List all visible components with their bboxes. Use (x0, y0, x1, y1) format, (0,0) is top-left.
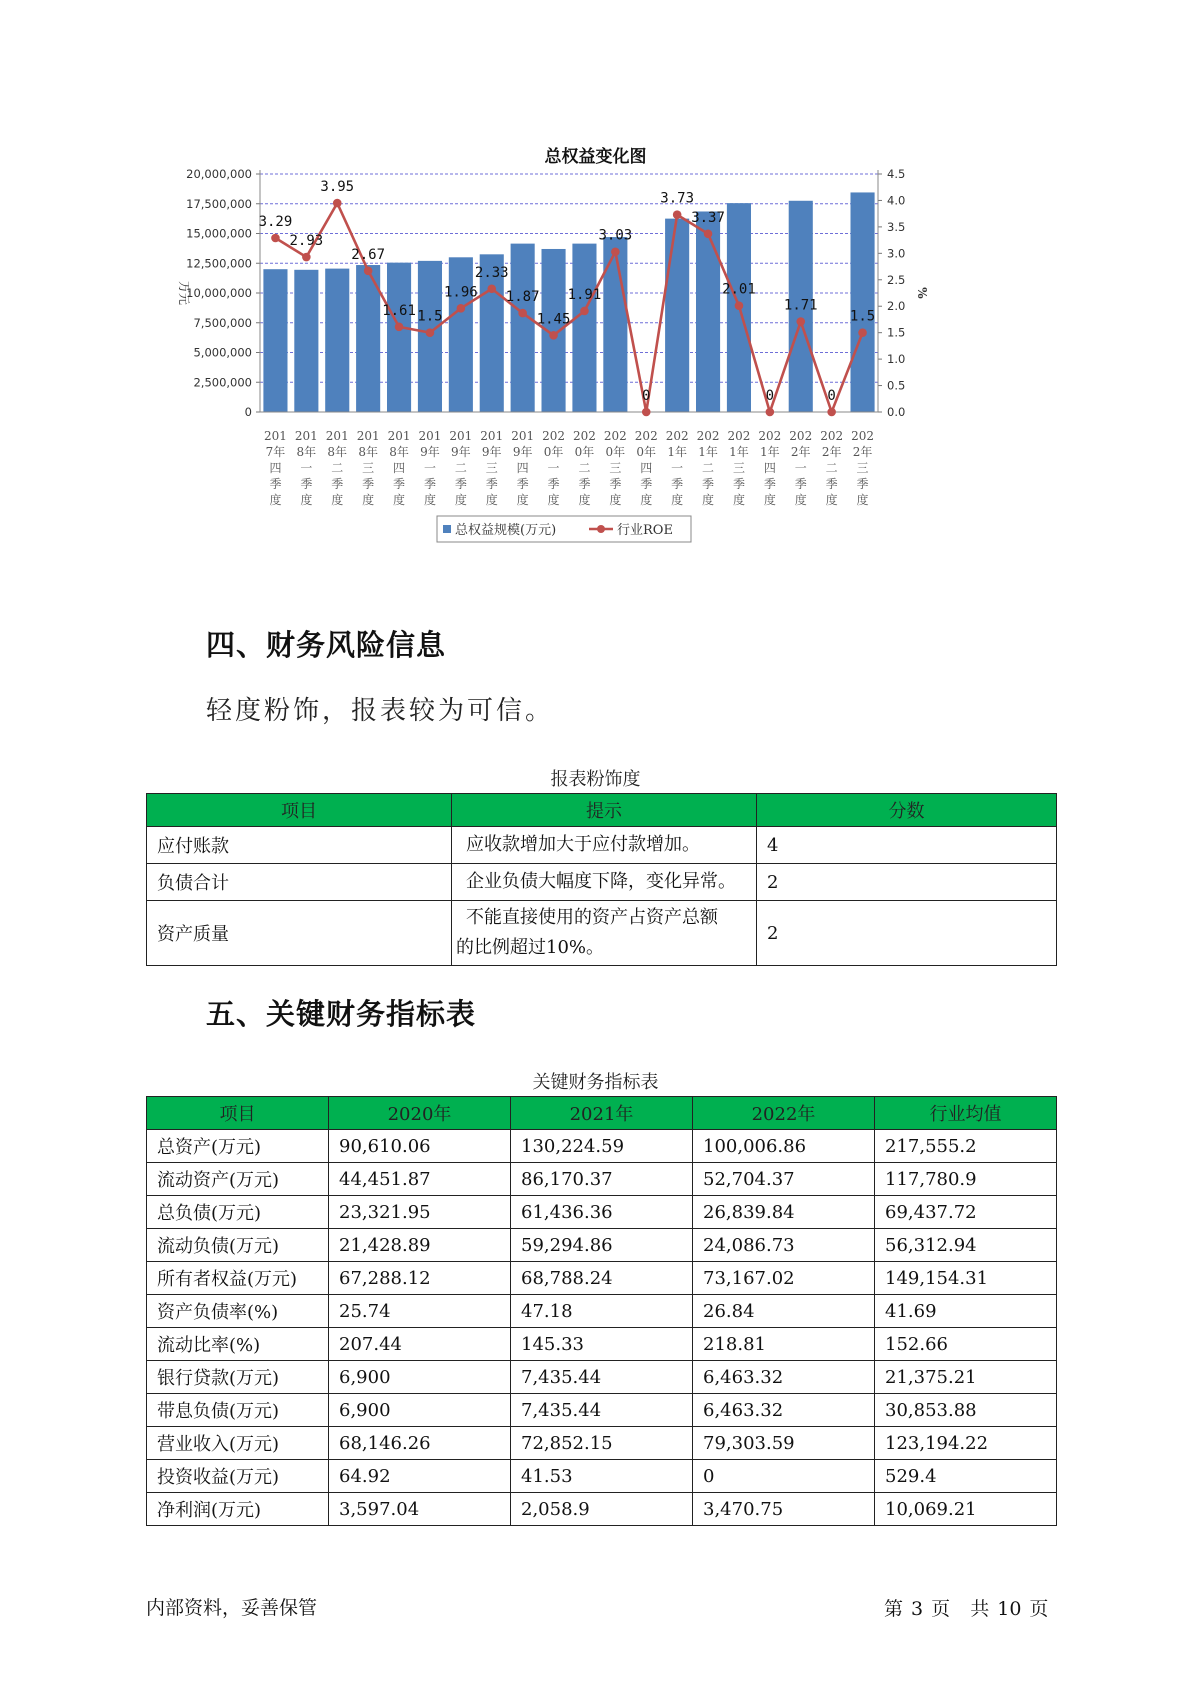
kpi-value: 6,463.32 (693, 1361, 875, 1394)
roe-point (271, 234, 280, 243)
x-tick-label: 202 (634, 429, 658, 443)
x-tick-label: 8年 (389, 445, 409, 459)
x-tick-label: 四 (640, 461, 653, 475)
roe-data-label: 3.95 (320, 179, 355, 196)
x-tick-label: 0年 (636, 445, 657, 459)
right-tick-label: 2.5 (887, 272, 906, 287)
x-tick-label: 2年 (790, 445, 811, 459)
roe-data-label: 1.91 (567, 286, 602, 303)
table-row (147, 827, 1057, 864)
kpi-value: 61,436.36 (511, 1196, 693, 1229)
x-tick-label: 季 (609, 477, 622, 491)
roe-data-label: 2.01 (722, 281, 756, 298)
equity-bar (387, 263, 411, 412)
kpi-item: 总资产(万元) (147, 1130, 329, 1163)
x-tick-label: 二 (825, 461, 838, 475)
x-tick-label: 度 (825, 493, 838, 507)
kpi-value: 44,451.87 (329, 1163, 511, 1196)
x-tick-label: 度 (362, 493, 375, 507)
footer-page-number (880, 1594, 1052, 1621)
kpi-value: 59,294.86 (511, 1229, 693, 1262)
left-tick-label: 15,000,000 (186, 226, 252, 241)
risk-hint-line: 的比例超过10%。 (456, 937, 605, 958)
x-tick-label: 季 (300, 477, 313, 491)
kpi-value: 217,555.2 (875, 1130, 1057, 1163)
x-tick-label: 季 (393, 477, 406, 491)
x-tick-label: 季 (547, 477, 560, 491)
header-cell: 项目 (147, 794, 452, 827)
kpi-value: 47.18 (511, 1295, 693, 1328)
x-tick-label: 二 (578, 461, 591, 475)
kpi-item: 投资收益(万元) (147, 1460, 329, 1493)
roe-point (518, 309, 527, 318)
risk-table-caption: 报表粉饰度 (550, 769, 641, 790)
x-tick-label: 201 (511, 429, 535, 443)
x-tick-label: 度 (794, 493, 807, 507)
right-tick-label: 3.0 (887, 246, 906, 261)
total-suffix: 页 (1029, 1598, 1049, 1620)
kpi-table-caption: 关键财务指标表 (532, 1072, 659, 1093)
risk-table (146, 793, 1057, 966)
left-tick-label: 10,000,000 (186, 286, 252, 300)
kpi-value: 529.4 (875, 1460, 1057, 1493)
risk-item: 应付账款 (147, 827, 452, 864)
roe-data-label: 1.96 (443, 284, 478, 301)
kpi-item: 流动资产(万元) (147, 1163, 329, 1196)
x-tick-label: 9年 (420, 445, 440, 459)
kpi-value: 67,288.12 (329, 1262, 511, 1295)
left-tick-label: 17,500,000 (186, 196, 252, 211)
kpi-value: 218.81 (693, 1328, 875, 1361)
x-tick-label: 四 (393, 461, 406, 475)
kpi-item: 带息负债(万元) (147, 1394, 329, 1427)
right-tick-label: 4.0 (887, 193, 906, 208)
risk-hint-line: 不能直接使用的资产占资产总额 (466, 907, 718, 928)
equity-bar (850, 192, 874, 412)
x-tick-label: 季 (423, 477, 436, 491)
x-tick-label: 202 (727, 429, 751, 443)
roe-point (580, 307, 589, 316)
x-tick-label: 8年 (296, 445, 317, 459)
x-tick-label: 202 (851, 429, 875, 443)
kpi-value: 41.53 (511, 1460, 693, 1493)
equity-bar (665, 219, 689, 412)
table-row (147, 1130, 1057, 1163)
roe-data-label: 1.87 (505, 289, 540, 306)
x-tick-label: 季 (640, 477, 653, 491)
x-tick-label: 201 (449, 429, 473, 443)
x-tick-label: 202 (758, 429, 782, 443)
kpi-value: 6,900 (329, 1361, 511, 1394)
right-tick-label: 2.0 (887, 299, 906, 314)
x-tick-label: 度 (640, 493, 653, 507)
left-tick-label: 2,500,000 (193, 375, 252, 390)
kpi-value: 86,170.37 (511, 1163, 693, 1196)
risk-hint (452, 901, 757, 966)
x-tick-label: 季 (671, 477, 684, 491)
kpi-value: 21,428.89 (329, 1229, 511, 1262)
risk-hint: 应收款增加大于应付款增加。 (452, 827, 757, 864)
kpi-value: 64.92 (329, 1460, 511, 1493)
roe-point (426, 328, 435, 337)
kpi-value: 145.33 (511, 1328, 693, 1361)
kpi-value: 130,224.59 (511, 1130, 693, 1163)
x-tick-label: 度 (609, 493, 622, 507)
right-tick-label: 1.0 (887, 352, 906, 367)
risk-item: 资产质量 (147, 901, 452, 966)
kpi-value: 6,463.32 (693, 1394, 875, 1427)
x-tick-label: 三 (856, 461, 869, 475)
table-row (147, 1328, 1057, 1361)
x-tick-label: 202 (542, 429, 566, 443)
risk-score: 4 (757, 827, 1057, 864)
kpi-item: 总负债(万元) (147, 1196, 329, 1229)
roe-data-label: 1.61 (382, 302, 416, 319)
header-cell: 项目 (147, 1097, 329, 1130)
right-tick-label: 1.5 (887, 325, 906, 340)
table-row (147, 1394, 1057, 1427)
kpi-item: 营业收入(万元) (147, 1427, 329, 1460)
equity-bar (603, 237, 627, 412)
kpi-value: 123,194.22 (875, 1427, 1057, 1460)
table-row (147, 1295, 1057, 1328)
roe-point (827, 408, 836, 417)
x-tick-label: 一 (423, 461, 436, 475)
legend-bar-label: 总权益规模(万元) (455, 523, 557, 538)
x-tick-label: 一 (547, 461, 560, 475)
left-tick-label: 12,500,000 (186, 256, 252, 271)
header-cell: 分数 (757, 794, 1057, 827)
x-tick-label: 9年 (451, 445, 471, 459)
kpi-value: 0 (693, 1460, 875, 1493)
x-tick-label: 季 (732, 477, 745, 491)
kpi-value: 26.84 (693, 1295, 875, 1328)
header-cell: 2022年 (693, 1097, 875, 1130)
x-tick-label: 季 (825, 477, 838, 491)
x-tick-label: 季 (269, 477, 282, 491)
roe-data-label: 1.5 (417, 308, 443, 325)
x-tick-label: 三 (609, 461, 622, 475)
x-tick-label: 度 (269, 493, 282, 507)
x-tick-label: 202 (789, 429, 813, 443)
x-tick-label: 四 (516, 461, 529, 475)
kpi-value: 73,167.02 (693, 1262, 875, 1295)
roe-data-label: 2.93 (289, 233, 324, 250)
x-tick-label: 季 (794, 477, 807, 491)
x-tick-label: 201 (356, 429, 380, 443)
kpi-item: 净利润(万元) (147, 1493, 329, 1526)
x-tick-label: 201 (325, 429, 349, 443)
x-tick-label: 季 (578, 477, 591, 491)
x-tick-label: 1年 (760, 445, 780, 459)
x-tick-label: 度 (300, 493, 313, 507)
x-tick-label: 二 (454, 461, 467, 475)
x-tick-label: 2年 (852, 445, 873, 459)
risk-score: 2 (757, 901, 1057, 966)
roe-data-label: 2.67 (351, 246, 386, 263)
chart-legend (437, 516, 691, 542)
roe-data-label: 1.45 (536, 311, 571, 328)
x-tick-label: 8年 (358, 445, 378, 459)
x-tick-label: 度 (763, 493, 776, 507)
kpi-value: 149,154.31 (875, 1262, 1057, 1295)
x-tick-label: 度 (671, 493, 684, 507)
left-tick-label: 0 (244, 405, 252, 419)
x-tick-label: 二 (702, 461, 715, 475)
x-tick-label: 202 (820, 429, 844, 443)
kpi-value: 26,839.84 (693, 1196, 875, 1229)
kpi-value: 79,303.59 (693, 1427, 875, 1460)
x-tick-label: 1年 (667, 445, 687, 459)
roe-point (611, 247, 620, 256)
footer-confidential-note: 内部资料，妥善保管 (146, 1597, 318, 1619)
table-row (147, 1361, 1057, 1394)
risk-score: 2 (757, 864, 1057, 901)
page-prefix: 第 (884, 1598, 904, 1620)
kpi-item: 所有者权益(万元) (147, 1262, 329, 1295)
x-tick-label: 度 (393, 493, 406, 507)
x-tick-label: 度 (485, 493, 498, 507)
x-tick-label: 1年 (729, 445, 749, 459)
roe-point (395, 323, 404, 332)
x-tick-label: 二 (331, 461, 344, 475)
x-tick-label: 季 (331, 477, 344, 491)
x-tick-label: 度 (423, 493, 436, 507)
x-tick-label: 季 (485, 477, 498, 491)
x-tick-label: 8年 (327, 445, 348, 459)
roe-point (704, 229, 713, 238)
x-tick-label: 季 (516, 477, 529, 491)
x-tick-label: 三 (485, 461, 498, 475)
roe-data-label: 2.33 (474, 264, 509, 281)
table-row (147, 1196, 1057, 1229)
total-num: 10 (997, 1598, 1022, 1620)
roe-point (457, 304, 466, 313)
x-tick-label: 三 (362, 461, 375, 475)
roe-point (549, 331, 558, 340)
x-tick-label: 0年 (574, 445, 595, 459)
header-cell: 提示 (452, 794, 757, 827)
kpi-value: 117,780.9 (875, 1163, 1057, 1196)
x-tick-label: 0年 (543, 445, 564, 459)
roe-point (858, 328, 867, 337)
x-tick-label: 0年 (605, 445, 626, 459)
x-tick-label: 四 (269, 461, 282, 475)
legend-line-marker (597, 525, 605, 533)
x-tick-label: 度 (578, 493, 591, 507)
x-tick-label: 季 (702, 477, 715, 491)
roe-data-label: 3.29 (258, 213, 293, 230)
kpi-value: 23,321.95 (329, 1196, 511, 1229)
kpi-table (146, 1096, 1057, 1526)
equity-bar (511, 244, 535, 412)
roe-point (487, 284, 496, 293)
x-tick-label: 度 (547, 493, 560, 507)
x-tick-label: 201 (263, 429, 287, 443)
left-tick-label: 5,000,000 (193, 345, 252, 360)
kpi-item: 资产负债率(%) (147, 1295, 329, 1328)
kpi-value: 30,853.88 (875, 1394, 1057, 1427)
kpi-value: 7,435.44 (511, 1394, 693, 1427)
equity-bar (294, 270, 318, 412)
x-tick-label: 7年 (265, 445, 286, 459)
kpi-value: 207.44 (329, 1328, 511, 1361)
right-tick-label: 0.5 (887, 378, 906, 393)
roe-data-label: 3.37 (691, 209, 725, 226)
kpi-value: 21,375.21 (875, 1361, 1057, 1394)
roe-point (302, 253, 311, 262)
roe-point (333, 199, 342, 208)
kpi-value: 25.74 (329, 1295, 511, 1328)
table-row (147, 901, 1057, 966)
kpi-value: 56,312.94 (875, 1229, 1057, 1262)
equity-bar (263, 269, 287, 412)
kpi-table-body (147, 1130, 1057, 1526)
equity-bar (696, 211, 720, 412)
chart-title: 总权益变化图 (544, 147, 647, 167)
kpi-value: 72,852.15 (511, 1427, 693, 1460)
x-tick-label: 202 (696, 429, 720, 443)
x-tick-label: 三 (732, 461, 745, 475)
equity-bar (572, 244, 596, 412)
kpi-item: 银行贷款(万元) (147, 1361, 329, 1394)
right-tick-label: 0.0 (887, 405, 906, 419)
kpi-value: 52,704.37 (693, 1163, 875, 1196)
kpi-value: 24,086.73 (693, 1229, 875, 1262)
kpi-value: 90,610.06 (329, 1130, 511, 1163)
table-row (147, 1427, 1057, 1460)
x-tick-label: 一 (671, 461, 684, 475)
roe-data-label: 3.73 (660, 190, 695, 207)
kpi-value: 152.66 (875, 1328, 1057, 1361)
roe-point (735, 301, 744, 310)
kpi-table-header (147, 1097, 1057, 1130)
table-row (147, 864, 1057, 901)
legend-bar-swatch (443, 525, 451, 533)
kpi-value: 7,435.44 (511, 1361, 693, 1394)
left-tick-label: 7,500,000 (193, 315, 252, 330)
page-mid: 页 (931, 1598, 951, 1620)
kpi-item: 流动比率(%) (147, 1328, 329, 1361)
x-tick-label: 季 (362, 477, 375, 491)
equity-bar (325, 269, 349, 412)
kpi-value: 3,470.75 (693, 1493, 875, 1526)
x-tick-label: 度 (702, 493, 715, 507)
x-tick-label: 9年 (481, 445, 502, 459)
page-num: 3 (911, 1598, 924, 1620)
chart-labels (259, 179, 876, 404)
legend-line-label: 行业ROE (617, 523, 673, 538)
x-tick-label: 度 (732, 493, 745, 507)
risk-table-header (147, 794, 1057, 827)
risk-hint: 企业负债大幅度下降，变化异常。 (452, 864, 757, 901)
kpi-value: 3,597.04 (329, 1493, 511, 1526)
table-row (147, 1460, 1057, 1493)
x-tick-label: 202 (603, 429, 627, 443)
x-tick-label: 季 (454, 477, 467, 491)
table-row (147, 1229, 1057, 1262)
right-tick-label: 3.5 (887, 219, 906, 234)
roe-data-label: 0 (765, 388, 775, 404)
chart-gridlines (260, 174, 878, 382)
x-tick-label: 202 (572, 429, 596, 443)
roe-data-label: 1.71 (783, 297, 818, 314)
x-tick-label: 度 (856, 493, 869, 507)
x-tick-label: 201 (418, 429, 442, 443)
x-tick-label: 度 (454, 493, 467, 507)
kpi-value: 100,006.86 (693, 1130, 875, 1163)
x-tick-label: 度 (331, 493, 344, 507)
roe-point (796, 317, 805, 326)
right-axis-title: % (915, 287, 929, 299)
x-tick-label: 201 (294, 429, 318, 443)
kpi-value: 69,437.72 (875, 1196, 1057, 1229)
roe-point (364, 266, 373, 275)
table-row (147, 1493, 1057, 1526)
right-tick-label: 4.5 (887, 168, 906, 181)
x-tick-label: 201 (480, 429, 504, 443)
kpi-value: 2,058.9 (511, 1493, 693, 1526)
roe-data-label: 0 (642, 388, 651, 404)
risk-item: 负债合计 (147, 864, 452, 901)
x-tick-label: 四 (763, 461, 776, 475)
x-tick-label: 1年 (698, 445, 718, 459)
roe-data-label: 1.5 (849, 308, 876, 325)
kpi-value: 68,146.26 (329, 1427, 511, 1460)
roe-data-label: 0 (827, 388, 836, 404)
equity-chart (160, 168, 1030, 588)
total-prefix: 共 (970, 1598, 990, 1620)
x-tick-label: 度 (516, 493, 529, 507)
roe-point (673, 210, 682, 219)
kpi-value: 6,900 (329, 1394, 511, 1427)
x-tick-label: 201 (387, 429, 411, 443)
table-row (147, 1163, 1057, 1196)
x-tick-label: 一 (794, 461, 807, 475)
x-tick-label: 202 (665, 429, 689, 443)
risk-summary: 轻度粉饰，报表较为可信。 (206, 696, 555, 726)
header-cell: 2020年 (329, 1097, 511, 1130)
x-tick-label: 一 (300, 461, 313, 475)
kpi-value: 10,069.21 (875, 1493, 1057, 1526)
kpi-value: 68,788.24 (511, 1262, 693, 1295)
roe-point (642, 408, 651, 417)
kpi-section-heading: 五、关键财务指标表 (206, 997, 477, 1031)
header-cell: 2021年 (511, 1097, 693, 1130)
x-tick-label: 9年 (512, 445, 533, 459)
table-row (147, 1262, 1057, 1295)
header-cell: 行业均值 (875, 1097, 1057, 1130)
risk-section-heading: 四、财务风险信息 (206, 628, 447, 662)
kpi-value: 41.69 (875, 1295, 1057, 1328)
x-tick-label: 季 (856, 477, 869, 491)
x-tick-label: 2年 (821, 445, 842, 459)
equity-bar (449, 257, 473, 412)
roe-data-label: 3.03 (598, 227, 633, 244)
kpi-item: 流动负债(万元) (147, 1229, 329, 1262)
x-tick-label: 季 (763, 477, 776, 491)
left-axis-title: 万元 (177, 280, 191, 306)
left-tick-label: 20,000,000 (186, 168, 252, 181)
roe-point (766, 408, 775, 417)
